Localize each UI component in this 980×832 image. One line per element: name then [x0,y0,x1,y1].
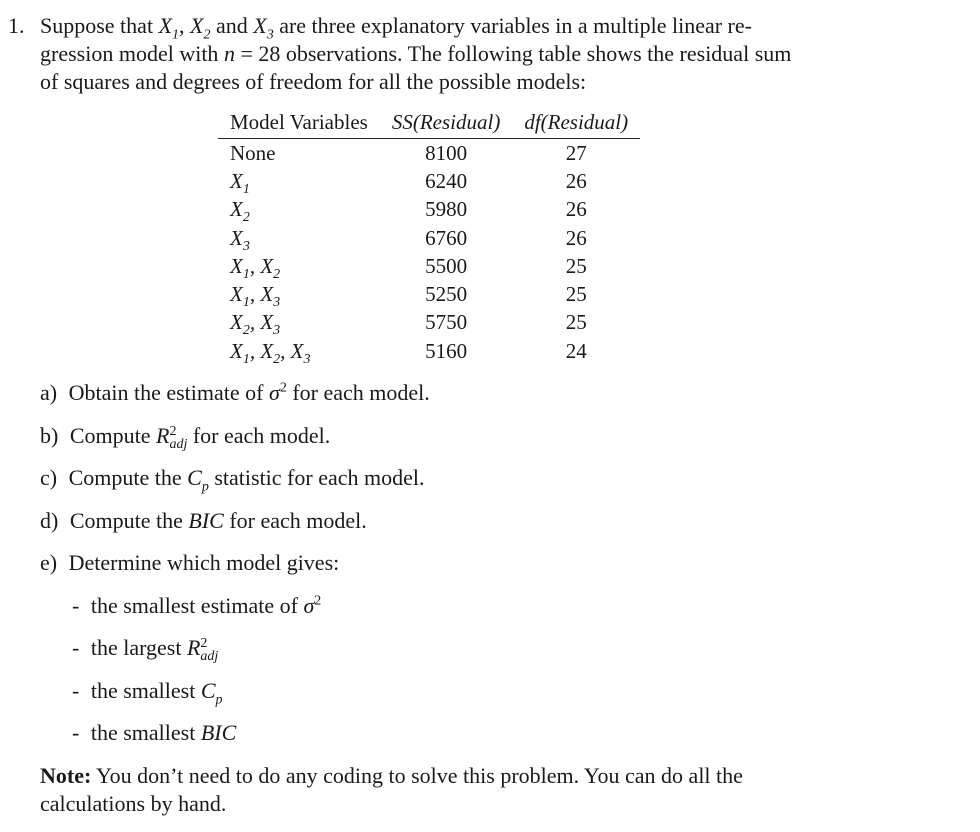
r-symbol: R [186,635,201,660]
dash: - [72,635,80,660]
note-text: You don’t need to do any coding to solve this problem. You can do all the [91,763,743,788]
cell-ss: 5160 [425,338,468,363]
part-text: Compute the [69,508,189,533]
cell-df: 24 [565,338,587,363]
part-label: d) [40,508,59,533]
part-b [40,423,330,451]
sigma-symbol: σ [268,380,280,405]
cell-ss: 6760 [425,225,468,250]
cell-model: $X_1$, $X_2$, $X_3$ [230,338,311,367]
bullet-text: the largest [90,635,187,660]
cell-model: $X_1$, $X_2$ [230,253,281,283]
intro-text: , [179,13,191,38]
bullet-smallest-sigma [72,593,321,619]
part-e [40,550,339,576]
r-adj-scripts: 2 adj [169,423,188,452]
cell-model: $X_1$, $X_3$ [230,282,281,311]
subscript: p [201,479,209,495]
dash: - [72,593,80,618]
part-a [40,380,430,406]
part-label: c) [40,465,58,490]
cell-df: 25 [565,282,587,307]
cell-model: $X_3$ [230,225,250,254]
superscript: 2 [279,380,287,396]
header-model-variables: Model Variables [218,108,380,139]
var-x2: $X_2$ [190,13,211,43]
bullet-largest-radj [72,635,218,663]
part-c [40,465,425,495]
part-text: Obtain the estimate of [68,380,269,405]
c-symbol: C [187,465,202,490]
part-text: Compute [69,423,156,448]
var-n: n [223,41,235,66]
var-x1: $X_1$ [158,13,180,43]
dash: - [72,678,80,703]
table-row [218,309,640,337]
intro-text: and [210,13,254,38]
note-line-1 [40,763,743,789]
cell-model: None [230,140,276,165]
part-text: Compute the [68,465,188,490]
cell-ss: 6240 [425,168,468,193]
cell-df: 25 [565,310,587,335]
bic-symbol: BIC [188,508,224,533]
bullet-smallest-bic [72,720,236,746]
intro-text: are three explanatory variables in a multiple linear re- [273,13,752,38]
cell-ss: 5500 [425,253,468,278]
dash: - [72,720,80,745]
cell-ss: 5980 [425,197,468,222]
bic-symbol: BIC [200,720,237,745]
subscript: p [215,692,223,708]
bullet-smallest-cp [72,678,223,708]
table-row [218,252,640,280]
table-row [218,224,640,252]
var-x3: $X_3$ [253,13,274,43]
c-symbol: C [200,678,216,703]
part-label: b) [40,423,59,448]
part-text: for each model. [286,380,430,405]
note-line-2: calculations by hand. [40,791,227,816]
intro-line-3: of squares and degrees of freedom for all the possible models: [40,69,587,94]
bullet-text: the smallest [90,720,201,745]
cell-model: $X_2$, $X_3$ [230,310,281,339]
residual-table [218,108,640,365]
table-header-row [218,108,640,139]
table-row [218,167,640,195]
sigma-symbol: σ [303,593,315,618]
r-adj-scripts: 2 adj [200,635,219,664]
cell-ss: 5250 [425,282,468,307]
cell-model: $X_2$ [230,197,250,226]
part-label: a) [40,380,58,405]
header-df-residual: df(Residual) [512,108,640,139]
bullet-text: the smallest estimate of [90,593,304,618]
superscript: 2 [314,593,322,609]
intro-text: = 28 observations. The following table shows the residual sum [234,41,792,66]
cell-df: 27 [565,140,587,165]
part-text: for each model. [187,423,331,448]
note-label: Note: [40,763,92,788]
cell-df: 26 [565,225,587,250]
intro-line-2 [40,40,791,68]
cell-df: 26 [565,168,587,193]
table-row [218,139,640,168]
cell-df: 26 [565,197,587,222]
problem-number: 1. [8,13,25,38]
cell-ss: 8100 [425,140,468,165]
part-text: for each model. [223,508,367,533]
part-text: statistic for each model. [208,465,425,490]
cell-model: $X_1$ [230,168,250,198]
part-label: e) [40,550,58,575]
table-row [218,337,640,365]
header-ss-residual: SS(Residual) [380,108,512,139]
part-text: Determine which model gives: [68,550,340,575]
intro-line-1 [40,12,752,43]
intro-text: gression model with [40,41,224,66]
part-d [40,508,367,534]
r-symbol: R [156,423,170,448]
table-row [218,280,640,308]
cell-df: 25 [565,253,587,278]
table-row [218,196,640,224]
bullet-text: the smallest [90,678,201,703]
cell-ss: 5750 [425,310,468,335]
intro-text: Suppose that [40,13,159,38]
